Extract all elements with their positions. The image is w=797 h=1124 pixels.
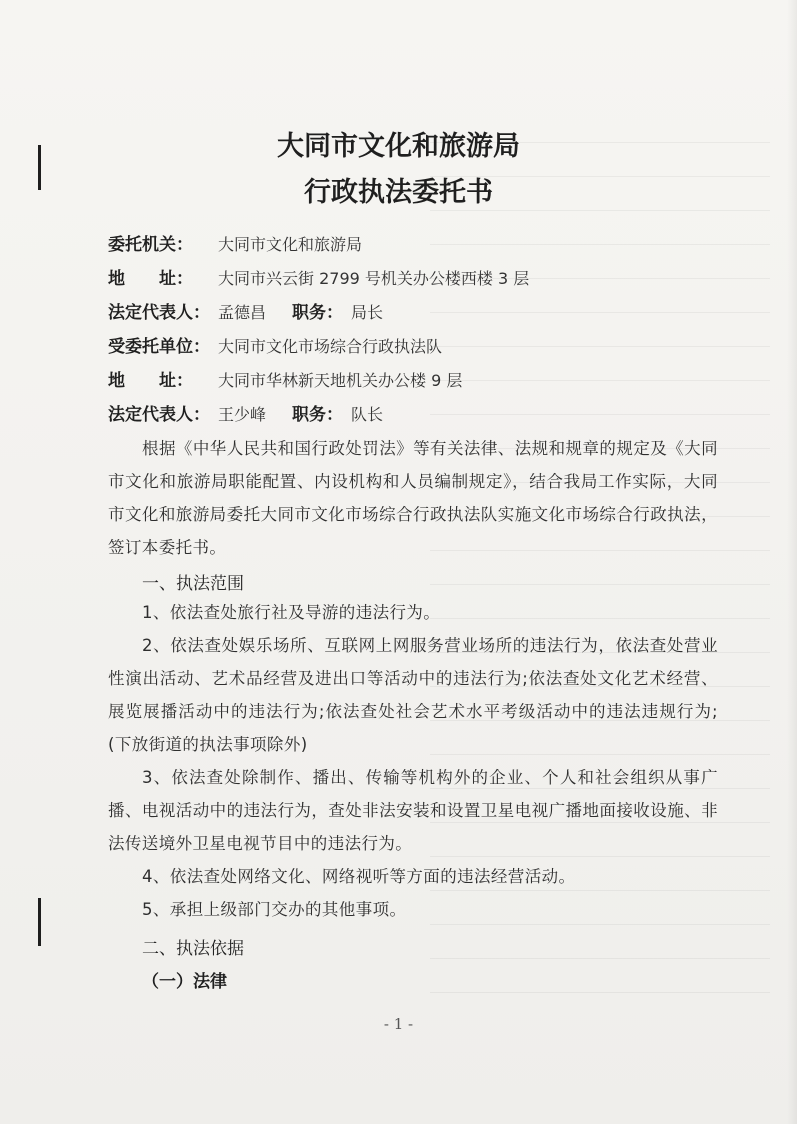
legal-rep-1-value: 孟德昌	[218, 303, 267, 322]
duty-1-value: 局长	[351, 303, 384, 322]
scope-item-4: 4、依法查处网络文化、网络视听等方面的违法经营活动。	[142, 867, 576, 886]
address-2-label: 地 址：	[108, 371, 193, 391]
document-title-line-2: 行政执法委托书	[304, 177, 493, 208]
duty-2-value: 队长	[351, 405, 384, 424]
entrusting-authority-value: 大同市文化和旅游局	[218, 235, 363, 254]
scope-item-3: 3、依法查处除制作、播出、传输等机构外的企业、个人和社会组织从事广播、电视活动中的违法行为，查处非法安装和设置卫星电视广播地面接收设施、非法传送境外卫星电视节目中的违法行为。	[108, 768, 718, 853]
document-title-line-1: 大同市文化和旅游局	[277, 131, 520, 162]
section-1-heading: 一、执法范围	[142, 574, 244, 594]
address-1-value: 大同市兴云街 2799 号机关办公楼西楼 3 层	[218, 269, 530, 288]
scope-item-2: 2、依法查处娱乐场所、互联网上网服务营业场所的违法行为，依法查处营业性演出活动、艺术品经营及进出口等活动中的违法行为;依法查处文化艺术经营、展览展播活动中的违法行为;依法查处社会艺术水平考级活动中的违法违规行为;(下放街道的执法事项除外)	[108, 636, 718, 754]
page-number: - 1 -	[383, 1015, 414, 1033]
legal-rep-1-label: 法定代表人：	[108, 303, 210, 323]
info-row-legal-rep-2	[108, 405, 383, 425]
info-row-address-2	[108, 371, 462, 391]
page-edge-shadow	[787, 0, 797, 1124]
scope-item-5: 5、承担上级部门交办的其他事项。	[142, 900, 407, 919]
binding-mark-bottom	[38, 898, 41, 946]
subsection-law-heading: （一）法律	[142, 972, 227, 992]
duty-2-label: 职务：	[292, 405, 344, 425]
info-row-legal-rep-1	[108, 303, 383, 323]
info-row-entrusting-authority	[108, 235, 362, 255]
legal-rep-2-label: 法定代表人：	[108, 405, 210, 425]
address-1-label: 地 址：	[108, 269, 193, 289]
duty-1-label: 职务：	[292, 303, 344, 323]
scope-item-1: 1、依法查处旅行社及导游的违法行为。	[142, 603, 441, 622]
entrusted-unit-value: 大同市文化市场综合行政执法队	[218, 337, 443, 356]
info-row-entrusted-unit	[108, 337, 442, 357]
entrusting-authority-label: 委托机关：	[108, 235, 193, 255]
section-2-heading: 二、执法依据	[142, 939, 244, 959]
intro-paragraph: 根据《中华人民共和国行政处罚法》等有关法律、法规和规章的规定及《大同市文化和旅游局职能配置、内设机构和人员编制规定》，结合我局工作实际，大同市文化和旅游局委托大同市文化市场综合行政执法队实施文化市场综合行政执法，签订本委托书。	[108, 439, 718, 557]
address-2-value: 大同市华林新天地机关办公楼 9 层	[218, 371, 463, 390]
info-row-address-1	[108, 269, 529, 289]
legal-rep-2-value: 王少峰	[218, 405, 267, 424]
entrusted-unit-label: 受委托单位：	[108, 337, 210, 357]
